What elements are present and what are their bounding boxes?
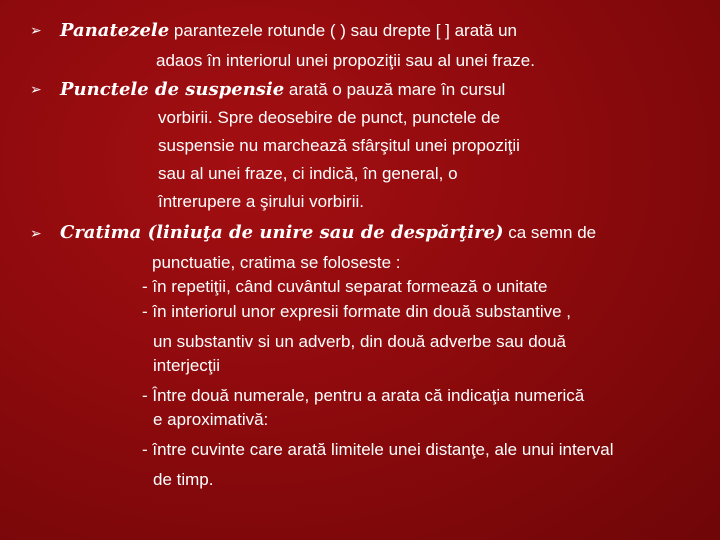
item-text: - în repetiţii, când cuvântul separat formează o unitate: [142, 277, 548, 296]
bullet-arrow-icon: ➢: [30, 81, 42, 97]
item-text: - Între două numerale, pentru a arata că indicaţia numerică: [142, 386, 585, 405]
item-text: adaos în interiorul unei propoziţii sau al unei fraze.: [156, 51, 535, 70]
term-cratima: Cratima (liniuţa de unire sau de despărţire): [60, 222, 504, 243]
item-panatezele-first-line: [60, 21, 517, 41]
item-text: ca semn de: [503, 223, 597, 242]
term-panatezele: Panatezele: [60, 20, 170, 41]
item-text: arată o pauză mare în cursul: [284, 80, 506, 99]
item-text: - între cuvinte care arată limitele unei distanţe, ale unui interval: [142, 440, 614, 459]
item-text: interjecţii: [153, 356, 221, 375]
item-text: un substantiv si un adverb, din două adverbe sau două: [153, 332, 567, 351]
item-text: suspensie nu marchează sfârşitul unei propoziţii: [158, 136, 520, 155]
item-text: întrerupere a şirului vorbirii.: [158, 192, 364, 211]
item-punctele-first-line: [60, 80, 505, 100]
bullet-arrow-icon: ➢: [30, 225, 42, 241]
item-text: e aproximativă:: [153, 410, 269, 429]
item-text: vorbirii. Spre deosebire de punct, punctele de: [158, 108, 501, 127]
item-cratima-first-line: [60, 223, 596, 243]
bullet-arrow-icon: ➢: [30, 22, 42, 38]
term-punctele-de-suspensie: Punctele de suspensie: [60, 79, 285, 100]
item-text: de timp.: [153, 470, 214, 489]
item-text: sau al unei fraze, ci indică, în general, o: [158, 164, 458, 183]
item-text: punctuatie, cratima se foloseste :: [152, 253, 401, 272]
item-text: - în interiorul unor expresii formate din două substantive ,: [142, 302, 572, 321]
item-text: parantezele rotunde ( ) sau drepte [ ] arată un: [169, 21, 517, 40]
